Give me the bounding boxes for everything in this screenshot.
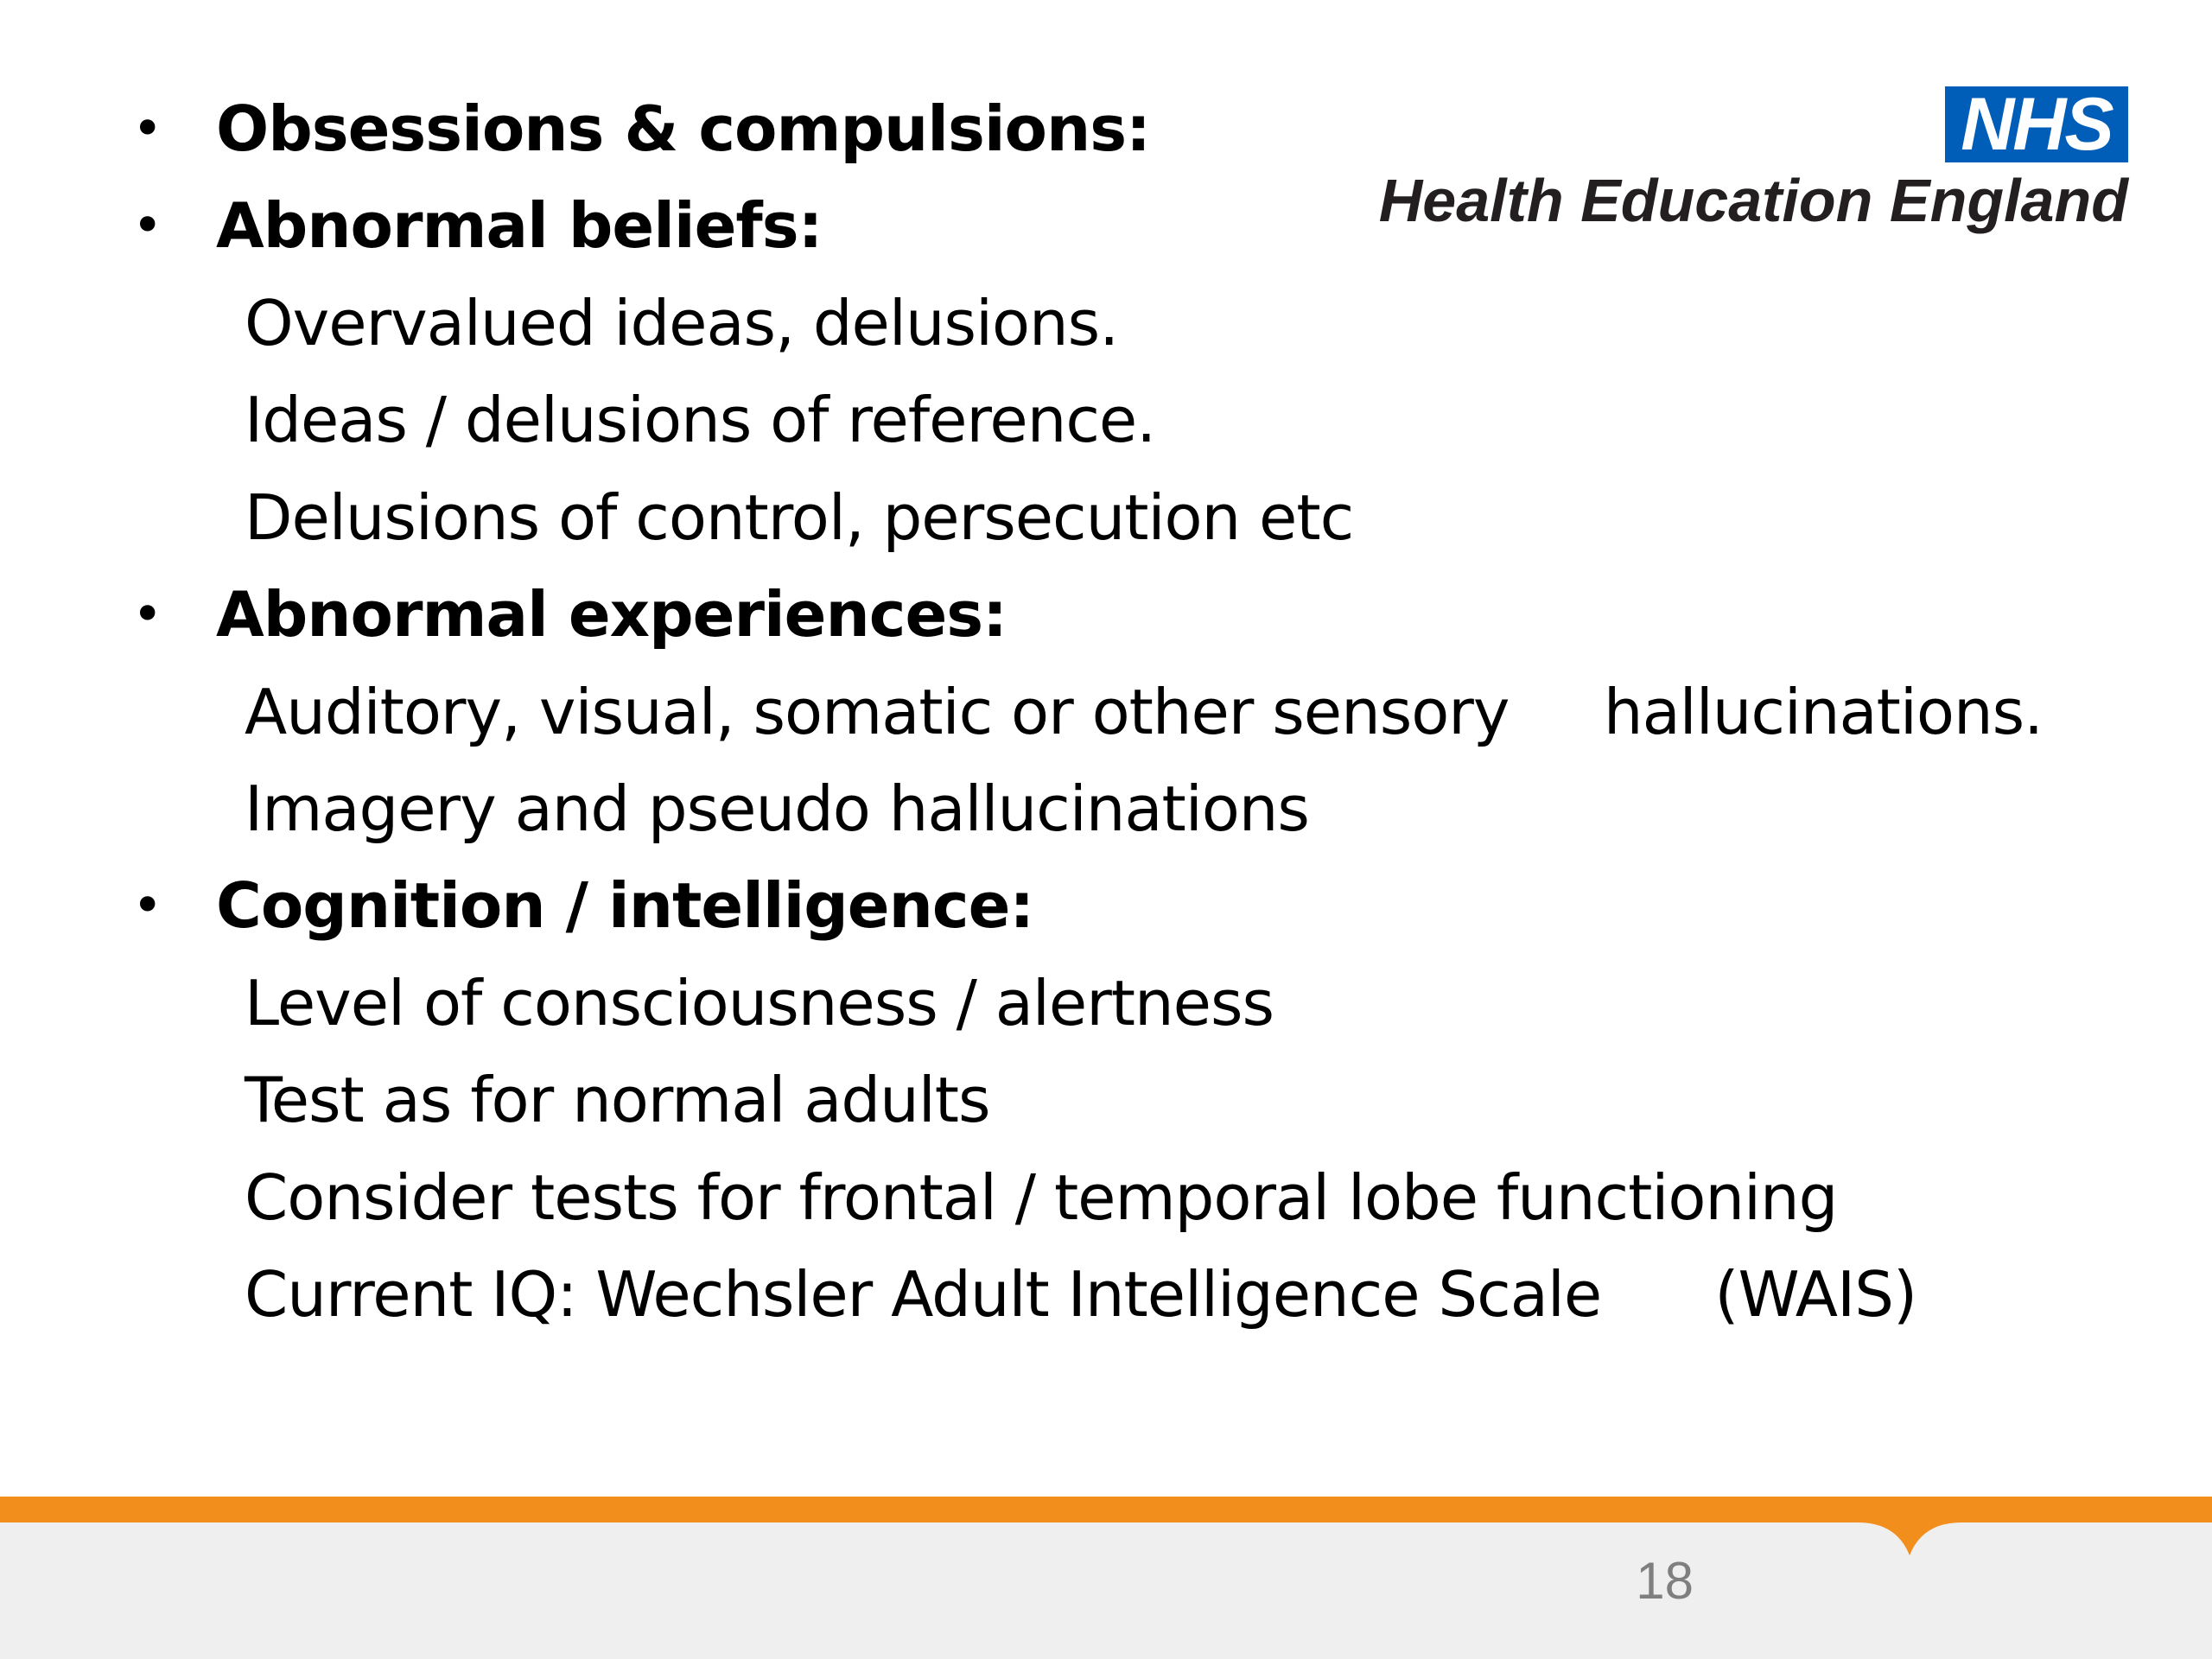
section-heading-abnormal-beliefs: Abnormal beliefs: xyxy=(216,189,823,262)
list-item: Ideas / delusions of reference. xyxy=(245,384,1156,456)
list-item: Auditory, visual, somatic or other sensory hallucinations. xyxy=(245,676,2043,748)
list-item: Level of consciousness / alertness xyxy=(245,967,1274,1039)
bullet-icon: • xyxy=(132,584,163,645)
bullet-icon: • xyxy=(132,99,163,159)
list-item: Imagery and pseudo hallucinations xyxy=(245,772,1309,845)
nhs-hee-logo xyxy=(1368,83,2128,242)
list-item: Test as for normal adults xyxy=(245,1064,990,1136)
list-item: Overvalued ideas, delusions. xyxy=(245,287,1119,359)
section-heading-cognition: Cognition / intelligence: xyxy=(216,869,1034,942)
section-heading-abnormal-experiences: Abnormal experiences: xyxy=(216,578,1007,651)
organisation-name: Health Education England xyxy=(1378,167,2128,234)
list-item: Delusions of control, persecution etc xyxy=(245,481,1354,554)
nhs-logo-box: NHS xyxy=(1945,86,2128,162)
list-item: Current IQ: Wechsler Adult Intelligence Scale (WAIS) xyxy=(245,1258,1917,1331)
bullet-icon: • xyxy=(132,195,163,256)
bullet-icon: • xyxy=(132,875,163,936)
section-heading-obsessions: Obsessions & compulsions: xyxy=(216,92,1150,165)
page-number: 18 xyxy=(1636,1552,1694,1610)
list-item: Consider tests for frontal / temporal lobe functioning xyxy=(245,1161,1838,1234)
footer-notch-decoration xyxy=(1858,1516,1961,1577)
